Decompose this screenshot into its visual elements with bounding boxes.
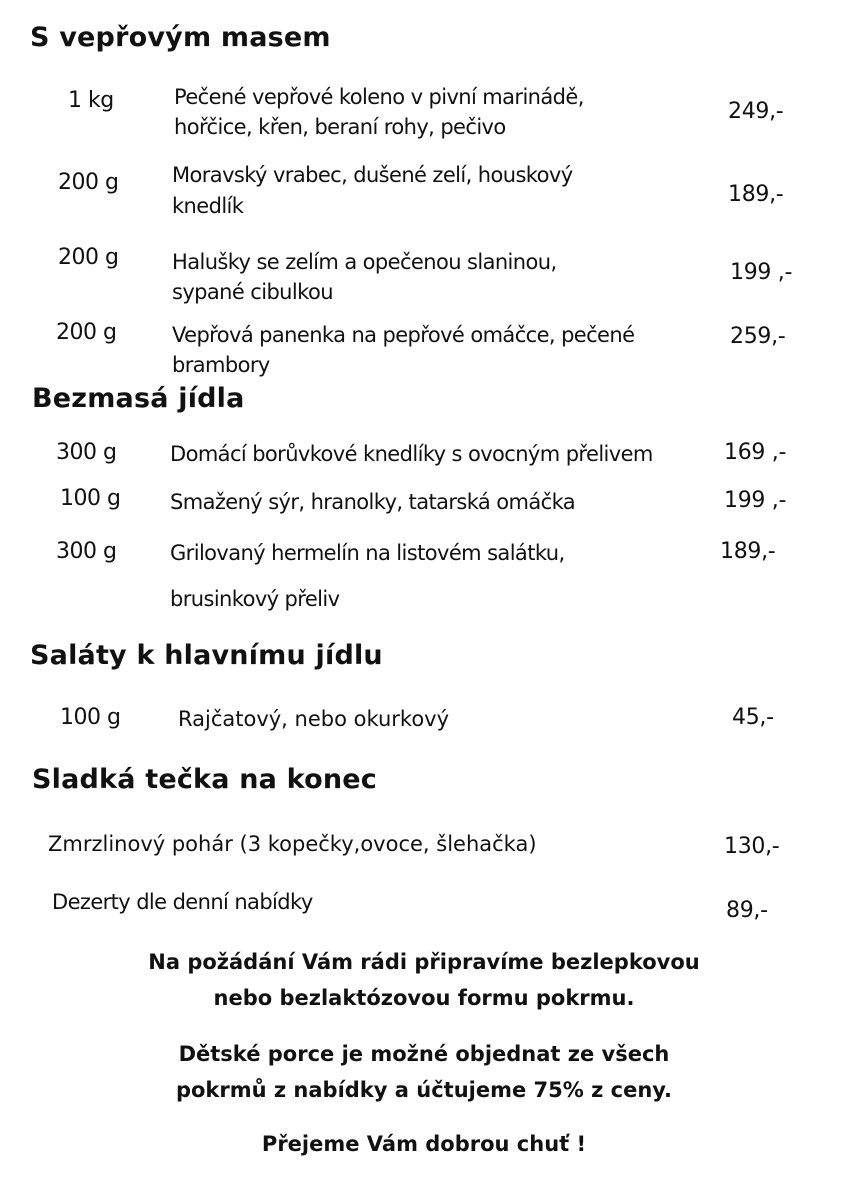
item-price: 199 ,-	[730, 260, 793, 285]
item-description-line1: Rajčatový, nebo okurkový	[178, 707, 450, 731]
item-description-line2: sypané cibulkou	[172, 280, 333, 304]
item-description-line1: Grilovaný hermelín na listovém salátku,	[170, 541, 565, 565]
item-quantity: 300 g	[56, 539, 117, 564]
item-quantity: 200 g	[58, 245, 119, 270]
item-quantity: 300 g	[56, 440, 117, 465]
note-gluten-line2: nebo bezlaktózovou formu pokrmu.	[213, 986, 635, 1010]
item-quantity: 100 g	[60, 705, 121, 730]
item-price: 189,-	[728, 182, 784, 207]
item-description-line1: Halušky se zelím a opečenou slaninou,	[172, 250, 557, 274]
section-title-dessert: Sladká tečka na konec	[32, 764, 377, 795]
item-quantity: 200 g	[58, 170, 119, 195]
item-price: 249,-	[728, 99, 784, 124]
item-description-line1: Moravský vrabec, dušené zelí, houskový	[172, 163, 573, 187]
section-title-meatless: Bezmasá jídla	[32, 383, 245, 414]
item-description-line1: Vepřová panenka na pepřové omáčce, pečené	[172, 323, 635, 347]
item-quantity: 200 g	[56, 320, 117, 345]
item-price: 130,-	[724, 834, 780, 859]
item-price: 169 ,-	[724, 440, 787, 465]
note-kids-line1: Dětské porce je možné objednat ze všech	[178, 1042, 670, 1066]
item-price: 45,-	[732, 705, 774, 730]
item-quantity: 1 kg	[68, 88, 114, 113]
item-price: 259,-	[730, 324, 786, 349]
item-description-line1: Dezerty dle denní nabídky	[52, 890, 313, 914]
item-description-line2: brusinkový přeliv	[170, 587, 340, 611]
item-price: 199 ,-	[724, 488, 787, 513]
item-price: 189,-	[720, 539, 776, 564]
section-title-salads: Saláty k hlavnímu jídlu	[30, 640, 383, 671]
item-description-line1: Zmrzlinový pohár (3 kopečky,ovoce, šlehačka)	[48, 832, 537, 856]
item-price: 89,-	[726, 898, 768, 923]
item-quantity: 100 g	[60, 486, 121, 511]
item-description-line2: hořčice, křen, beraní rohy, pečivo	[174, 115, 506, 139]
note-gluten-line1: Na požádání Vám rádi připravíme bezlepkovou	[148, 950, 700, 974]
note-kids-line2: pokrmů z nabídky a účtujeme 75% z ceny.	[175, 1078, 673, 1102]
note-wish: Přejeme Vám dobrou chuť !	[261, 1132, 587, 1156]
item-description-line1: Smažený sýr, hranolky, tatarská omáčka	[170, 490, 576, 514]
item-description-line1: Pečené vepřové koleno v pivní marinádě,	[174, 85, 584, 109]
item-description-line2: knedlík	[172, 194, 244, 218]
item-description-line2: brambory	[172, 353, 270, 377]
section-title-pork: S vepřovým masem	[30, 22, 331, 53]
item-description-line1: Domácí borůvkové knedlíky s ovocným přelivem	[170, 442, 653, 466]
